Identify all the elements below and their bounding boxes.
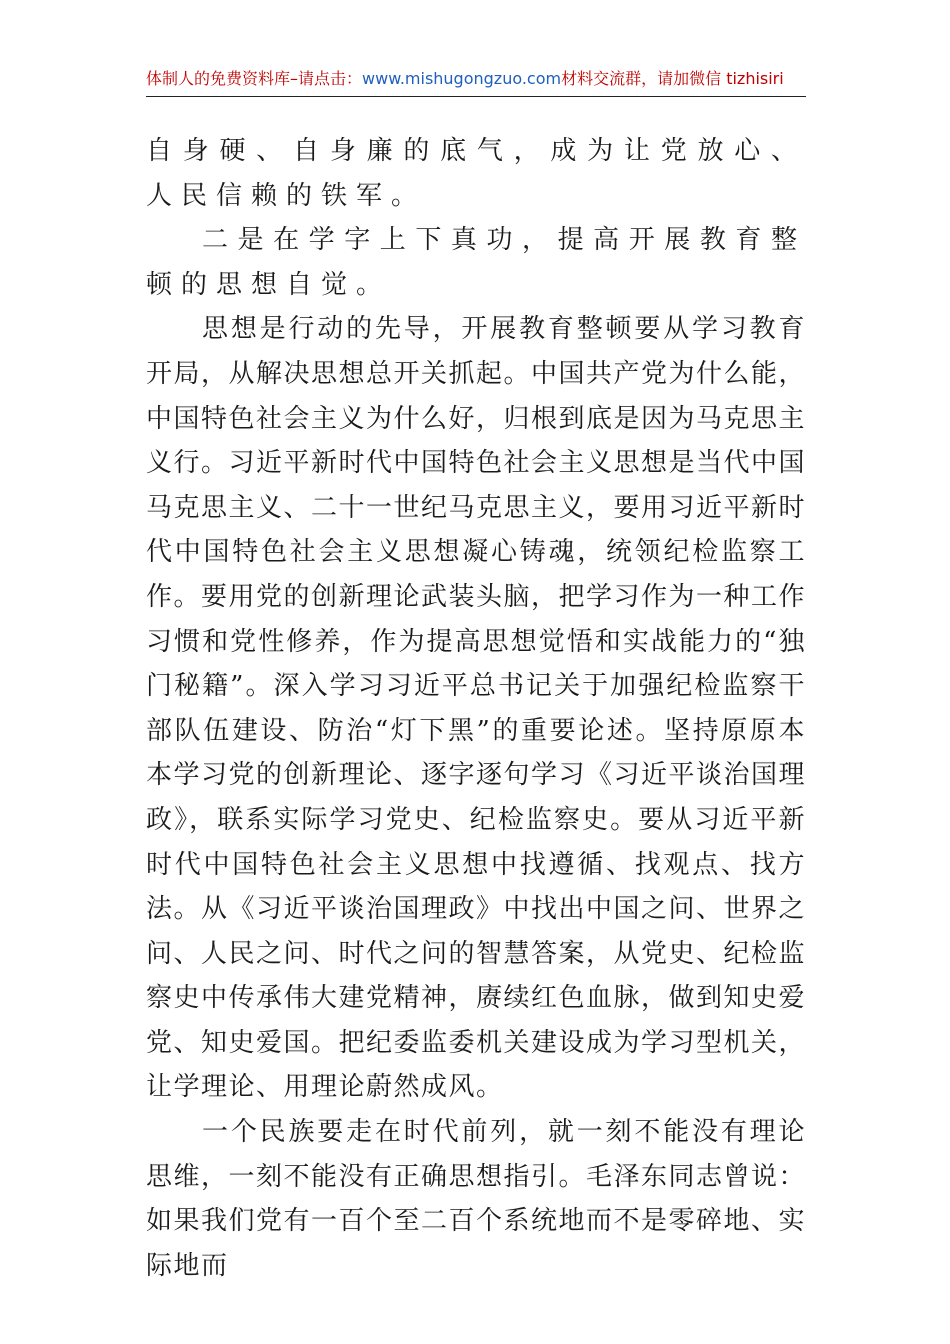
document-body (146, 129, 806, 1288)
header-separator: –请点击： (290, 69, 363, 88)
header-wechat-note: 材料交流群，请加微信 tizhisiri (561, 69, 784, 88)
section-heading: 二是在学字上下真功，提高开展教育整顿的思想自觉。 (146, 225, 806, 300)
header-link[interactable]: www.mishugongzuo.com (362, 69, 562, 88)
header-brand: 体制人的免费资料库 (146, 69, 291, 88)
paragraph: 一个民族要走在时代前列，就一刻不能没有理论思维，一刻不能没有正确思想指引。毛泽东同志曾说：如果我们党有一百个至二百个系统地而不是零碎地、实际地而 (146, 1117, 807, 1281)
page-header (146, 66, 806, 97)
paragraph: 思想是行动的先导，开展教育整顿要从学习教育开局，从解决思想总开关抓起。中国共产党为什么能，中国特色社会主义为什么好，归根到底是因为马克思主义行。习近平新时代中国特色社会主义思想是当代中国马克思主义、二十一世纪马克思主义，要用习近平新时代中国特色社会主义思想凝心铸魂，统领纪检监察工作。要用党的创新理论武装头脑，把学习作为一种工作习惯和党性修养，作为提高思想觉悟和实战能力的“独门秘籍”。深入学习习近平总书记关于加强纪检监察干部队伍建设、防治“灯下黑”的重要论述。坚持原原本本学习党的创新理论、逐字逐句学习《习近平谈治国理政》，联系实际学习党史、纪检监察史。要从习近平新时代中国特色社会主义思想中找遵循、找观点、找方法。从《习近平谈治国理政》中找出中国之问、世界之问、人民之问、时代之问的智慧答案，从党史、纪检监察史中传承伟大建党精神，赓续红色血脉，做到知史爱党、知史爱国。把纪委监委机关建设成为学习型机关，让学理论、用理论蔚然成风。 (146, 314, 807, 1103)
paragraph-continued: 自身硬、自身廉的底气，成为让党放心、人民信赖的铁军。 (146, 136, 806, 211)
